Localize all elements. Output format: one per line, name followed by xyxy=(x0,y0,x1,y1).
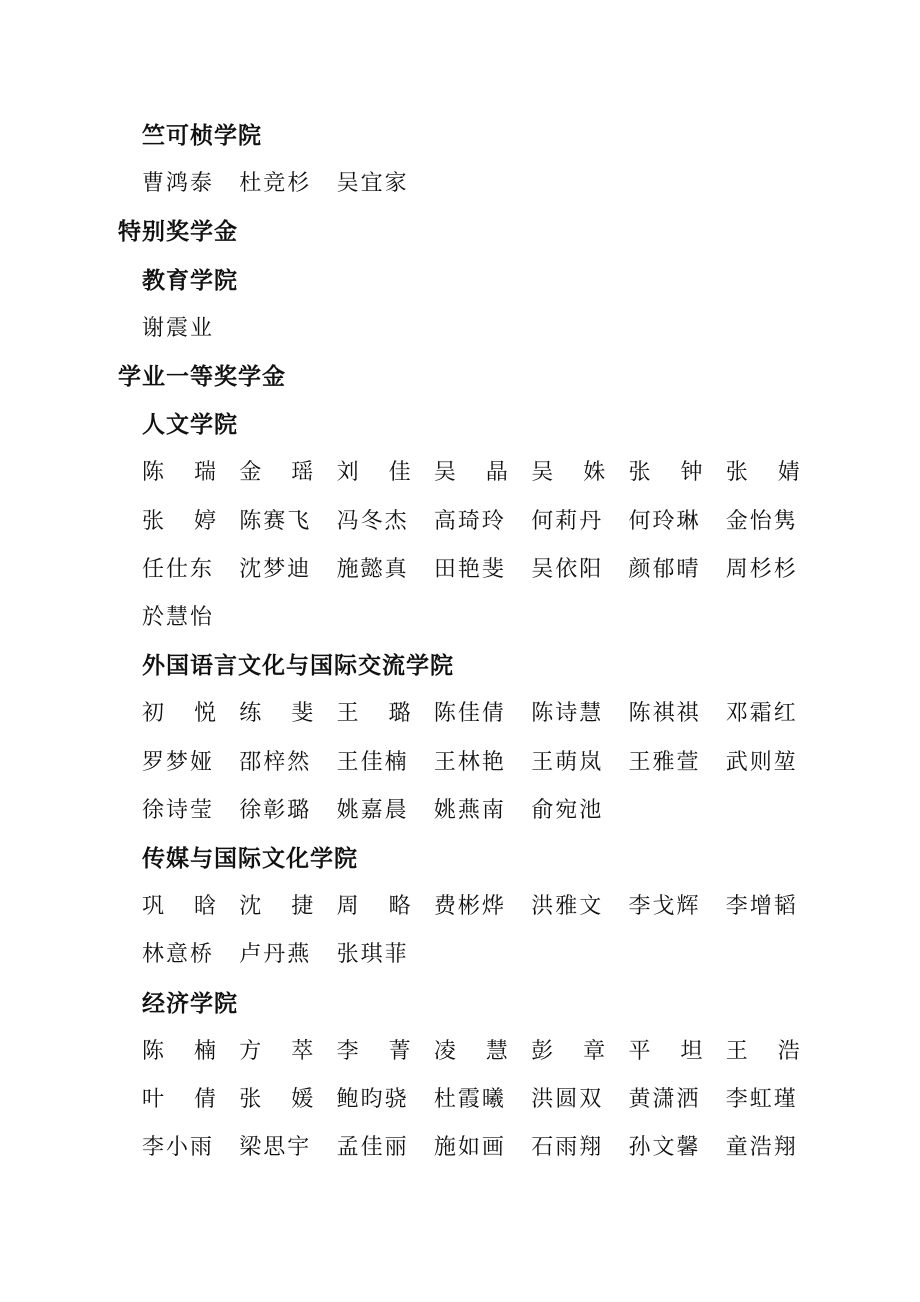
recipient-name: 洪圆双 xyxy=(531,1087,604,1112)
recipient-name: 施懿真 xyxy=(336,556,409,582)
recipient-name: 方 萃 xyxy=(239,1038,316,1064)
recipient-name: 费彬烨 xyxy=(433,894,506,920)
recipient-name: 李虹瑾 xyxy=(725,1087,798,1112)
college-heading: 竺可桢学院 xyxy=(142,123,262,149)
name-row xyxy=(142,1124,842,1172)
recipient-name: 王林艳 xyxy=(433,749,506,775)
recipient-name: 张 婧 xyxy=(725,460,802,486)
recipient-name: 初 悦 xyxy=(142,701,218,727)
recipient-name: 张 钟 xyxy=(628,460,705,486)
recipient-name: 施如画 xyxy=(433,1135,506,1161)
recipient-name: 黄潇洒 xyxy=(628,1087,701,1112)
recipient-name: 李戈辉 xyxy=(628,894,701,920)
recipient-name: 鲍昀骁 xyxy=(336,1087,409,1112)
recipient-name: 李 菁 xyxy=(336,1038,413,1064)
recipient-name: 刘 佳 xyxy=(336,460,413,486)
recipient-name: 任仕东 xyxy=(142,556,215,582)
recipient-name: 梁思宇 xyxy=(239,1135,312,1161)
recipient-name: 李小雨 xyxy=(142,1135,215,1161)
recipient-name: 洪雅文 xyxy=(531,894,604,920)
recipient-name: 张 媛 xyxy=(239,1087,316,1112)
college-heading: 教育学院 xyxy=(142,267,238,294)
recipient-name: 俞宛池 xyxy=(531,797,604,823)
recipient-name: 巩 晗 xyxy=(142,894,218,920)
recipient-name: 於慧怡 xyxy=(142,605,215,630)
name-row xyxy=(142,739,842,787)
college-heading: 外国语言文化与国际交流学院 xyxy=(142,653,454,680)
name-row xyxy=(142,546,842,594)
recipient-name: 金 瑶 xyxy=(239,460,316,486)
recipient-name: 沈 捷 xyxy=(239,894,316,920)
recipient-name: 林意桥 xyxy=(142,942,215,968)
recipient-name: 陈佳倩 xyxy=(433,701,506,727)
recipient-name: 杜霞曦 xyxy=(433,1087,506,1112)
recipient-name: 陈赛飞 xyxy=(239,508,312,534)
recipient-name: 邓霜红 xyxy=(725,701,798,727)
name-row xyxy=(142,594,842,642)
recipient-name: 何莉丹 xyxy=(531,508,604,534)
recipient-name: 孙文馨 xyxy=(628,1135,701,1161)
name-row xyxy=(142,931,842,979)
recipient-name: 童浩翔 xyxy=(725,1135,798,1161)
recipient-name: 王雅萱 xyxy=(628,749,701,775)
recipient-name: 李增韬 xyxy=(725,894,798,920)
recipient-name: 卢丹燕 xyxy=(239,942,312,968)
recipient-name: 罗梦娅 xyxy=(142,749,215,775)
name-row xyxy=(142,690,842,738)
recipient-name: 姚燕南 xyxy=(433,797,506,823)
recipient-name: 金怡隽 xyxy=(725,508,798,534)
recipient-name: 吴 姝 xyxy=(531,460,608,486)
recipient-name: 何玲琳 xyxy=(628,508,701,534)
recipient-name: 陈诗慧 xyxy=(531,701,604,727)
name-row xyxy=(142,498,842,546)
recipient-name: 张 婷 xyxy=(142,508,218,534)
name-row xyxy=(142,160,842,208)
recipient-name: 彭 章 xyxy=(531,1038,608,1064)
recipient-name: 陈 楠 xyxy=(142,1038,218,1064)
recipient-name: 沈梦迪 xyxy=(239,556,312,582)
recipient-name: 张琪菲 xyxy=(336,942,409,968)
recipient-name: 徐诗莹 xyxy=(142,797,215,823)
recipient-name: 徐彰璐 xyxy=(239,797,312,823)
recipient-name: 周 略 xyxy=(336,894,413,920)
name-row xyxy=(142,883,842,931)
recipient-name: 吴依阳 xyxy=(531,556,604,582)
recipient-name: 练 斐 xyxy=(239,701,316,727)
recipient-name: 王佳楠 xyxy=(336,749,409,775)
college-heading: 传媒与国际文化学院 xyxy=(142,846,358,872)
name-row xyxy=(142,1028,842,1076)
recipient-name: 武则堃 xyxy=(725,749,798,775)
name-row xyxy=(142,305,842,353)
recipient-name: 陈 瑞 xyxy=(142,460,218,486)
recipient-name: 吴宜家 xyxy=(336,171,409,197)
recipient-name: 冯冬杰 xyxy=(336,508,409,534)
recipient-name: 平 坦 xyxy=(628,1038,705,1064)
recipient-name: 曹鸿泰 xyxy=(142,171,215,197)
name-row xyxy=(142,1076,842,1124)
recipient-name: 王 璐 xyxy=(336,701,413,727)
recipient-name: 田艳斐 xyxy=(433,556,506,582)
recipient-name: 谢震业 xyxy=(142,315,215,341)
name-row xyxy=(142,787,842,835)
recipient-name: 吴 晶 xyxy=(433,460,510,486)
college-heading: 经济学院 xyxy=(142,990,238,1017)
recipient-name: 邵梓然 xyxy=(239,749,312,775)
recipient-name: 陈祺祺 xyxy=(628,701,701,727)
award-category-heading: 学业一等奖学金 xyxy=(118,364,286,390)
recipient-name: 凌 慧 xyxy=(433,1038,510,1064)
name-row xyxy=(142,449,842,497)
recipient-name: 王 浩 xyxy=(725,1038,802,1064)
recipient-name: 周杉杉 xyxy=(725,556,798,582)
college-heading: 人文学院 xyxy=(142,412,238,439)
recipient-name: 颜郁晴 xyxy=(628,556,701,582)
recipient-name: 王萌岚 xyxy=(531,749,604,775)
recipient-name: 姚嘉晨 xyxy=(336,797,409,823)
award-category-heading: 特别奖学金 xyxy=(118,219,238,246)
recipient-name: 孟佳丽 xyxy=(336,1135,409,1161)
recipient-name: 石雨翔 xyxy=(531,1135,604,1161)
recipient-name: 杜竞杉 xyxy=(239,171,312,197)
recipient-name: 高琦玲 xyxy=(433,508,506,534)
recipient-name: 叶 倩 xyxy=(142,1087,218,1112)
